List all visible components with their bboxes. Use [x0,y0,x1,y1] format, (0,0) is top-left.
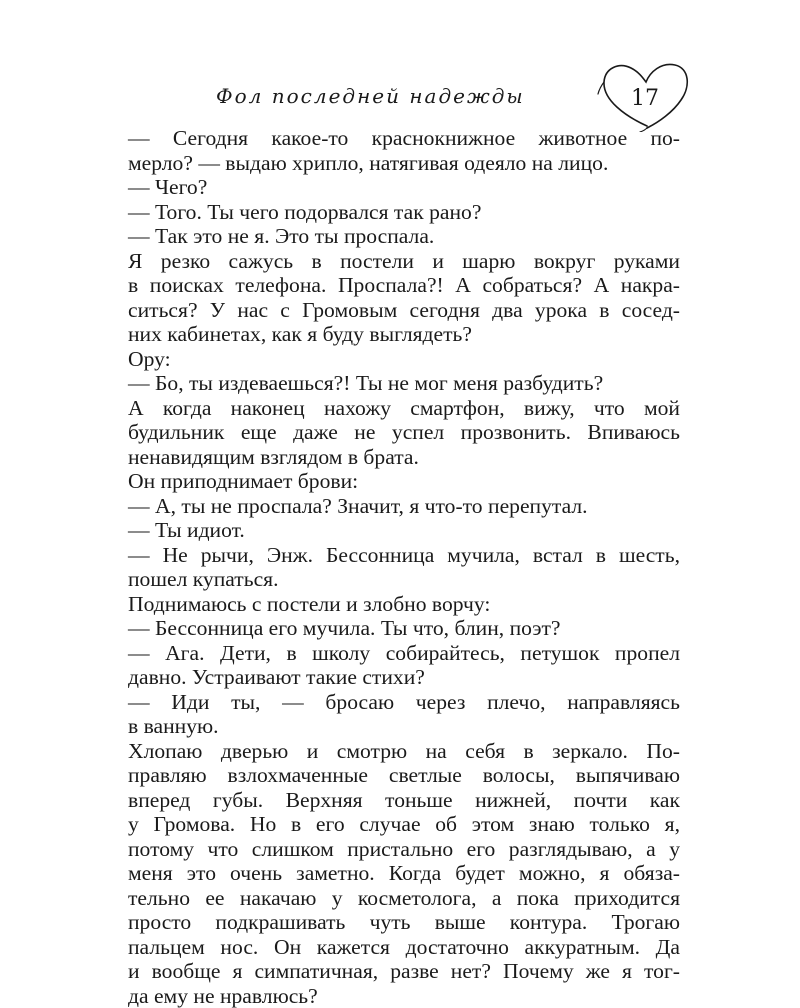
text-line: них кабинетах, как я буду выглядеть? [128,322,680,347]
page-number: 17 [620,86,670,111]
text-line: пальцем нос. Он кажется достаточно аккуратным. Да [128,935,680,960]
text-line: ненавидящим взглядом в брата. [128,445,680,470]
text-line: меня это очень заметно. Когда будет можно, я обяза- [128,861,680,886]
paragraph [128,494,680,519]
text-line: — Бо, ты издеваешься?! Ты не мог меня разбудить? [128,371,680,396]
text-line: будильник еще даже не успел прозвонить. Впиваюсь [128,420,680,445]
paragraph [128,616,680,641]
text-line: и вообще я симпатичная, разве нет? Почему же я тог- [128,959,680,984]
text-line: — Так это не я. Это ты проспала. [128,224,680,249]
paragraph [128,249,680,347]
text-line: Хлопаю дверью и смотрю на себя в зеркало. По- [128,739,680,764]
text-line: А когда наконец нахожу смартфон, вижу, что мой [128,396,680,421]
text-line: ситься? У нас с Громовым сегодня два урока в сосед- [128,298,680,323]
text-line: пошел купаться. [128,567,680,592]
text-line: — Того. Ты чего подорвался так рано? [128,200,680,225]
paragraph [128,347,680,372]
text-line: Поднимаюсь с постели и злобно ворчу: [128,592,680,617]
paragraph [128,690,680,739]
paragraph [128,543,680,592]
text-line: — Чего? [128,175,680,200]
text-line: мерло? — выдаю хрипло, натягивая одеяло на лицо. [128,151,680,176]
text-line: — Иди ты, — бросаю через плечо, направляясь [128,690,680,715]
text-line: у Громова. Но в его случае об этом знаю только я, [128,812,680,837]
text-line: — Ты идиот. [128,518,680,543]
text-line: — Бессонница его мучила. Ты что, блин, поэт? [128,616,680,641]
text-line: просто подкрашивать чуть выше контура. Трогаю [128,910,680,935]
text-line: — Ага. Дети, в школу собирайтесь, петушок пропел [128,641,680,666]
text-line: Он приподнимает брови: [128,469,680,494]
paragraph [128,739,680,1008]
text-line: правляю взлохмаченные светлые волосы, выпячиваю [128,763,680,788]
text-line: вперед губы. Верхняя тоньше нижней, почти как [128,788,680,813]
paragraph [128,469,680,494]
paragraph [128,592,680,617]
paragraph [128,175,680,200]
paragraph [128,371,680,396]
text-line: в поисках телефона. Проспала?! А собраться? А накра- [128,273,680,298]
paragraph [128,641,680,690]
text-line: Я резко сажусь в постели и шарю вокруг руками [128,249,680,274]
text-line: да ему не нравлюсь? [128,984,680,1008]
text-line: — А, ты не проспала? Значит, я что-то перепутал. [128,494,680,519]
paragraph [128,126,680,175]
paragraph [128,224,680,249]
text-line: — Не рычи, Энж. Бессонница мучила, встал в шесть, [128,543,680,568]
paragraph [128,200,680,225]
paragraph [128,396,680,470]
text-line: давно. Устраивают такие стихи? [128,665,680,690]
text-line: потому что слишком пристально его разглядываю, а у [128,837,680,862]
text-line: в ванную. [128,714,680,739]
text-line: Ору: [128,347,680,372]
body-text [128,126,680,1008]
text-line: тельно ее накачаю у косметолога, а пока приходится [128,886,680,911]
text-line: — Сегодня какое-то краснокнижное животное по- [128,126,680,151]
paragraph [128,518,680,543]
running-title: Фол последней надежды [216,84,576,108]
